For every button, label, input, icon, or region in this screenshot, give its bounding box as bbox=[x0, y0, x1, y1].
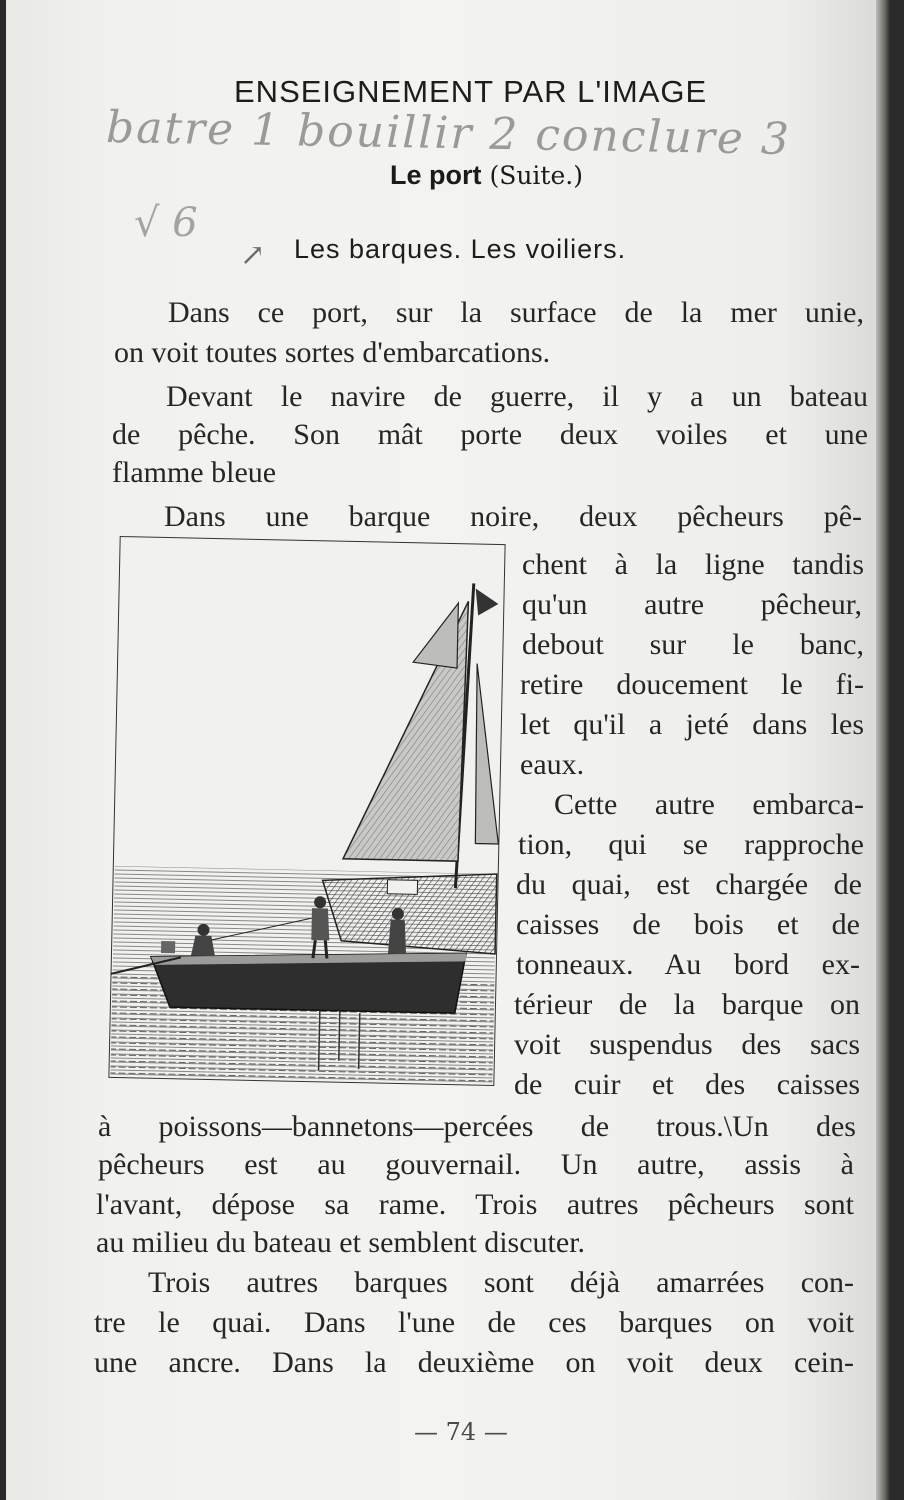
body-line: caisses de bois et de bbox=[516, 908, 860, 941]
body-line: Dans ce port, sur la surface de la mer unie, bbox=[168, 296, 864, 329]
basket bbox=[161, 941, 175, 953]
body-line: qu'un autre pêcheur, bbox=[522, 588, 862, 621]
body-line: tonneaux. Au bord ex- bbox=[516, 948, 860, 981]
body-line: l'avant, dépose sa rame. Trois autres pêcheurs sont bbox=[96, 1188, 854, 1221]
body-line: tion, qui se rapproche bbox=[518, 828, 864, 861]
body-line: let qu'il a jeté dans les bbox=[520, 708, 864, 741]
body-line: térieur de la barque on bbox=[514, 988, 860, 1021]
hull-cabin bbox=[387, 880, 417, 895]
body-line: debout sur le banc, bbox=[522, 628, 864, 661]
body-line: Trois autres barques sont déjà amarrées con- bbox=[148, 1266, 854, 1299]
body-line: au milieu du bateau et semblent discuter. bbox=[96, 1226, 586, 1259]
body-line: on voit toutes sortes d'embarcations. bbox=[114, 336, 551, 369]
body-line: voit suspendus des sacs bbox=[514, 1028, 860, 1061]
body-line: à poissons—bannetons—percées de trous.\Un des bbox=[98, 1110, 856, 1143]
margin-check-mark: √ 6 bbox=[134, 200, 198, 246]
lesson-title-suffix: (Suite.) bbox=[489, 161, 583, 190]
body-line: eaux. bbox=[520, 748, 585, 781]
folio-dash-left: — bbox=[414, 1418, 438, 1446]
folio-dash-right: — bbox=[483, 1418, 508, 1446]
body-line: de pêche. Son mât porte deux voiles et une bbox=[112, 418, 868, 451]
book-page bbox=[6, 0, 890, 1500]
body-line: chent à la ligne tandis bbox=[522, 548, 864, 581]
page-number-value: 74 bbox=[445, 1418, 477, 1446]
body-line: flamme bleue bbox=[112, 456, 277, 489]
body-line: une ancre. Dans la deuxième on voit deux cein- bbox=[94, 1346, 854, 1379]
fishing-boat-illustration bbox=[108, 536, 505, 1086]
lesson-title-main: Le port bbox=[390, 160, 482, 190]
series-title: ENSEIGNEMENT PAR L'IMAGE bbox=[234, 74, 708, 109]
handwritten-annotation: batre 1 bouillir 2 conclure 3 bbox=[105, 102, 792, 165]
body-line: retire doucement le fi- bbox=[520, 668, 864, 701]
section-subheading: Les barques. Les voiliers. bbox=[294, 234, 627, 264]
lesson-title bbox=[390, 160, 583, 191]
body-line: Cette autre embarca- bbox=[554, 788, 864, 821]
body-line: Devant le navire de guerre, il y a un bateau bbox=[166, 380, 868, 413]
body-line: pêcheurs est au gouvernail. Un autre, assis à bbox=[98, 1148, 854, 1181]
page-edge-shadow bbox=[876, 0, 890, 1500]
body-line: Dans une barque noire, deux pêcheurs pê- bbox=[164, 500, 862, 533]
body-line: de cuir et des caisses bbox=[514, 1068, 860, 1101]
pencil-arrow-icon: ↗ bbox=[240, 238, 266, 273]
body-line: du quai, est chargée de bbox=[516, 868, 862, 901]
body-line: tre le quai. Dans l'une de ces barques on voit bbox=[94, 1306, 854, 1339]
page-number bbox=[414, 1418, 508, 1446]
